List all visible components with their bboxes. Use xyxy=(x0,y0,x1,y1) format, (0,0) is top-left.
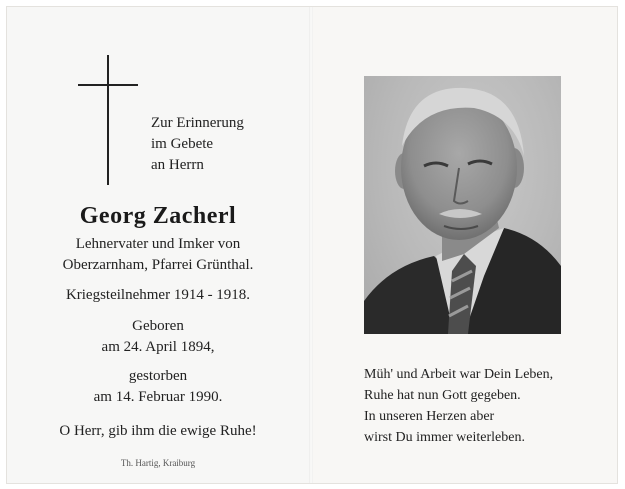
verse-line: Ruhe hat nun Gott gegeben. xyxy=(364,388,521,403)
description-line: Oberzarnham, Pfarrei Grünthal. xyxy=(62,257,254,273)
deceased-name: Georg Zacherl xyxy=(79,203,237,229)
intro-line: an Herrn xyxy=(151,157,204,173)
description-line: Lehnervater und Imker von xyxy=(75,236,241,252)
cross-icon xyxy=(107,55,109,185)
verse-line: In unseren Herzen aber xyxy=(364,409,495,424)
died-date: am 14. Februar 1990. xyxy=(93,389,223,405)
left-panel xyxy=(7,7,309,483)
memorial-verse xyxy=(364,364,553,448)
cross-icon-bar xyxy=(78,84,138,86)
portrait-photo xyxy=(364,76,561,334)
portrait-illustration xyxy=(364,76,561,334)
verse-line: Müh' und Arbeit war Dein Leben, xyxy=(364,367,554,382)
intro-line: im Gebete xyxy=(151,136,214,152)
intro-line: Zur Erinnerung xyxy=(151,115,244,131)
born-label: Geboren xyxy=(132,318,184,334)
prayer: O Herr, gib ihm die ewige Ruhe! xyxy=(59,423,257,439)
verse-line: wirst Du immer weiterleben. xyxy=(364,430,525,445)
died-label: gestorben xyxy=(128,368,188,384)
born-date: am 24. April 1894, xyxy=(101,339,215,355)
intro-text xyxy=(151,113,244,176)
printer-credit: Th. Hartig, Kraiburg xyxy=(120,458,196,468)
war-service: Kriegsteilnehmer 1914 - 1918. xyxy=(65,287,251,303)
